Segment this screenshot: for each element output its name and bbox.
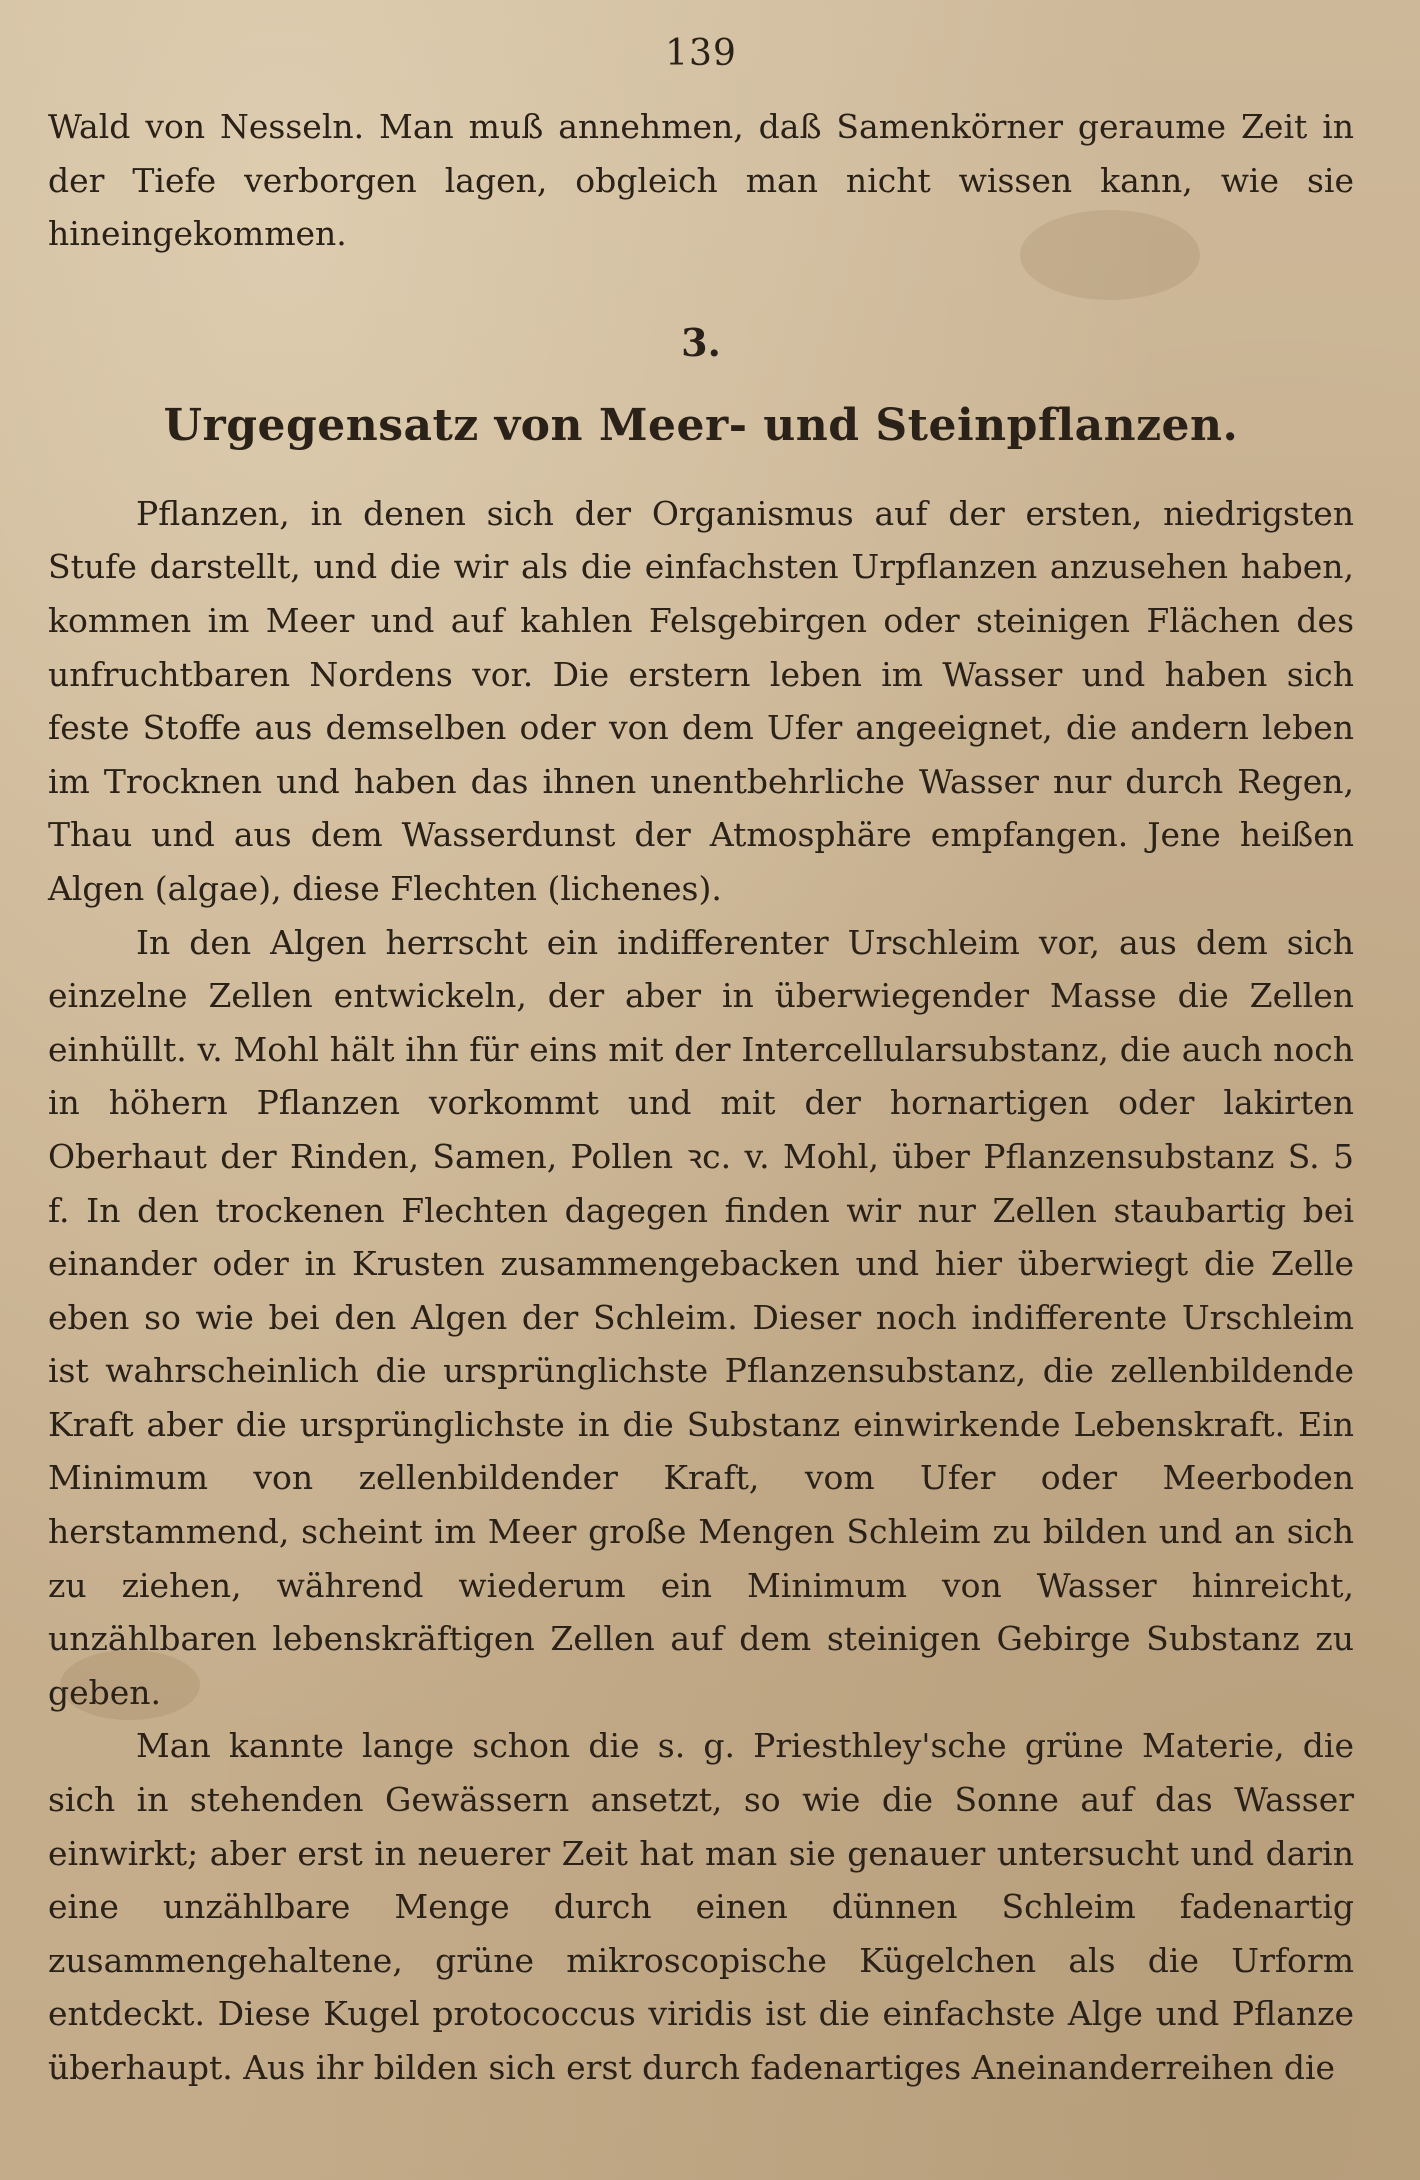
page-number: 139: [665, 33, 737, 74]
paragraph: Pflanzen, in denen sich der Organismus auf der ersten, niedrigsten Stufe darstellt, und die wir als die einfachsten Urpflanzen anzusehen haben, kommen im Meer und auf kahlen Felsgebirgen oder steinigen Flächen des unfruchtbaren Nordens vor. Die erstern leben im Wasser und haben sich feste Stoffe aus demselben oder von dem Ufer angeeignet, die andern leben im Trocknen und haben das ihnen unentbehrliche Wasser nur durch Regen, Thau und aus dem Wasserdunst der Atmosphäre empfangen. Jene heißen Algen (algae), diese Flechten (lichenes).: [48, 493, 1354, 908]
section-number: 3.: [681, 319, 721, 365]
paragraph: In den Algen herrscht ein indifferenter Urschleim vor, aus dem sich einzelne Zellen entwickeln, der aber in überwiegender Masse die Zellen einhüllt. v. Mohl hält ihn für eins mit der Intercellularsubstanz, die auch noch in höhern Pflanzen vorkommt und mit der hornartigen oder lakirten Oberhaut der Rinden, Samen, Pollen ꝛc. v. Mohl, über Pflanzensubstanz S. 5 f. In den trockenen Flechten dagegen finden wir nur Zellen staubartig bei einander oder in Krusten zusammengebacken und hier überwiegt die Zelle eben so wie bei den Algen der Schleim. Dieser noch indifferente Urschleim ist wahrscheinlich die ursprünglichste Pflanzensubstanz, die zellenbildende Kraft aber die ursprünglichste in die Substanz einwirkende Lebenskraft. Ein Minimum von zellenbildender Kraft, vom Ufer oder Meerboden herstammend, scheint im Meer große Mengen Schleim zu bilden und an sich zu ziehen, während wiederum ein Minimum von Wasser hinreicht, unzählbaren lebenskräftigen Zellen auf dem steinigen Gebirge Substanz zu geben.: [48, 922, 1354, 1712]
text-page: [48, 30, 1354, 2095]
section-title: Urgegensatz von Meer- und Steinpflanzen.: [163, 399, 1239, 451]
opening-paragraph: Wald von Nesseln. Man muß annehmen, daß Samenkörner geraume Zeit in der Tiefe verborgen lagen, obgleich man nicht wissen kann, wie sie hineingekommen.: [48, 107, 1354, 254]
paragraph: Man kannte lange schon die s. g. Priesthley'sche grüne Materie, die sich in stehenden Gewässern ansetzt, so wie die Sonne auf das Wasser einwirkt; aber erst in neuerer Zeit hat man sie genauer untersucht und darin eine unzählbare Menge durch einen dünnen Schleim fadenartig zusammengehaltene, grüne mikroscopische Kügelchen als die Urform entdeckt. Diese Kugel protococcus viridis ist die einfachste Alge und Pflanze überhaupt. Aus ihr bilden sich erst durch fadenartiges Aneinanderreihen die: [48, 1726, 1354, 2087]
